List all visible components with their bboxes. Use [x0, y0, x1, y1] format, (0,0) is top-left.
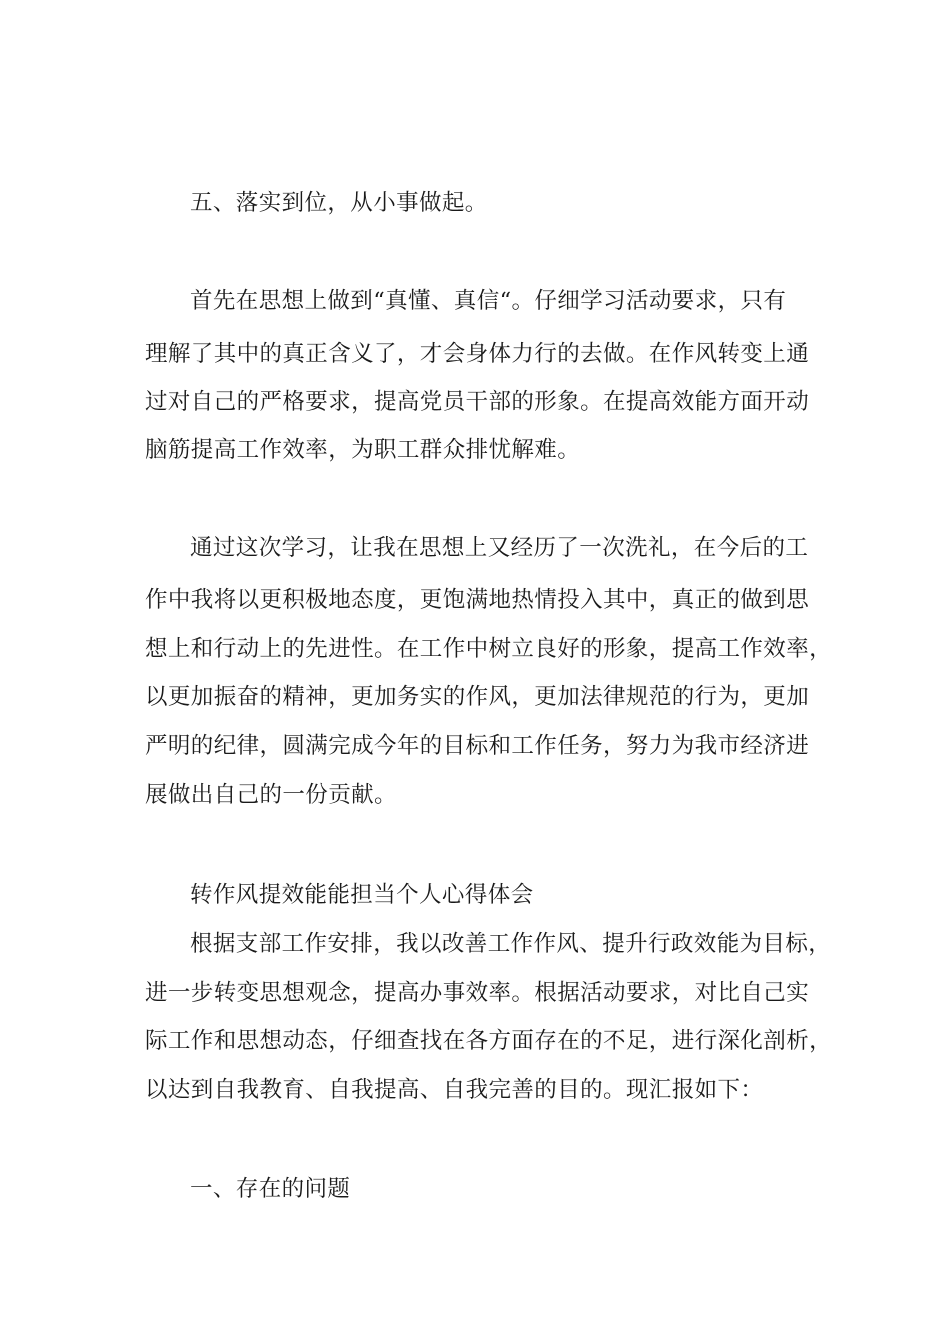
paragraph-line: 作中我将以更积极地态度，更饱满地热情投入其中，真正的做到思 — [145, 587, 810, 613]
heading-five: 五、落实到位，从小事做起。 — [190, 190, 488, 216]
paragraph-line: 以达到自我教育、自我提高、自我完善的目的。现汇报如下： — [145, 1077, 764, 1103]
paragraph-line: 想上和行动上的先进性。在工作中树立良好的形象，提高工作效率， — [145, 636, 833, 662]
paragraph-line: 理解了其中的真正含义了，才会身体力行的去做。在作风转变上通 — [145, 341, 810, 367]
paragraph-line: 通过这次学习，让我在思想上又经历了一次洗礼，在今后的工 — [190, 535, 809, 561]
paragraph-line: 以更加振奋的精神，更加务实的作风，更加法律规范的行为，更加 — [145, 684, 810, 710]
paragraph-line: 过对自己的严格要求，提高党员干部的形象。在提高效能方面开动 — [145, 389, 810, 415]
paragraph-line: 际工作和思想动态，仔细查找在各方面存在的不足，进行深化剖析， — [145, 1028, 833, 1054]
paragraph-line: 脑筋提高工作效率，为职工群众排忧解难。 — [145, 437, 581, 463]
heading-one: 一、存在的问题 — [190, 1176, 351, 1202]
section-title: 转作风提效能能担当个人心得体会 — [190, 882, 534, 908]
paragraph-line: 根据支部工作安排，我以改善工作作风、提升行政效能为目标， — [190, 931, 832, 957]
paragraph-line: 展做出自己的一份贡献。 — [145, 782, 397, 808]
paragraph-line: 严明的纪律，圆满完成今年的目标和工作任务，努力为我市经济进 — [145, 733, 810, 759]
paragraph-line: 进一步转变思想观念，提高办事效率。根据活动要求，对比自己实 — [145, 980, 810, 1006]
paragraph-line: 首先在思想上做到“真懂、真信“。仔细学习活动要求，只有 — [190, 288, 787, 314]
